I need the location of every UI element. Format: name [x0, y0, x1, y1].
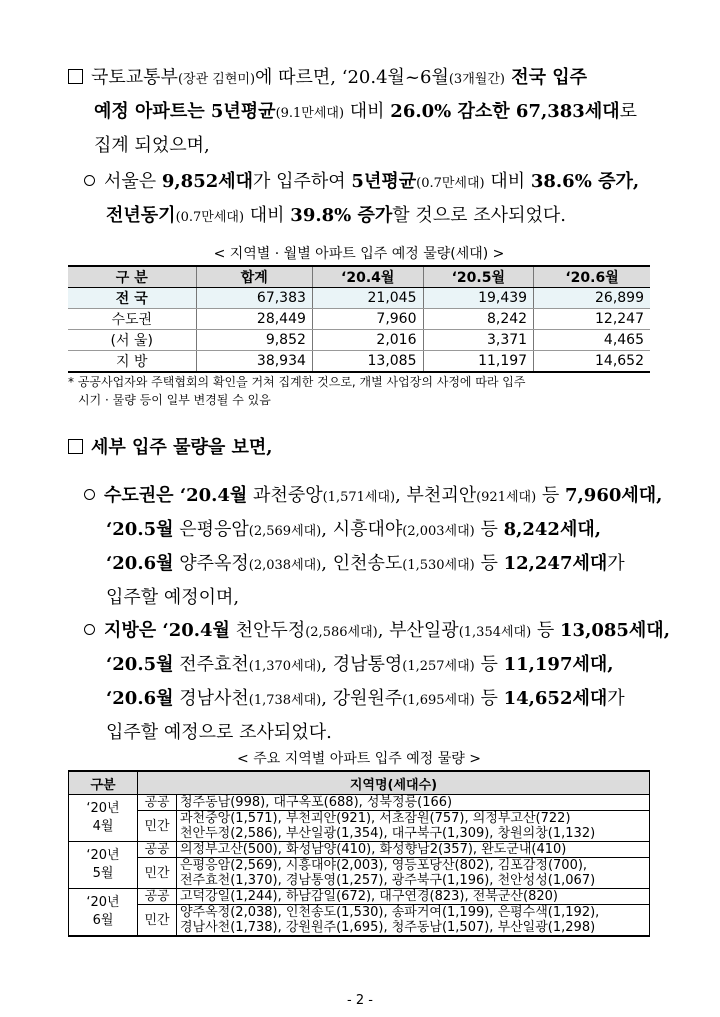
table-row	[69, 858, 650, 889]
cell: 9,852	[196, 330, 312, 351]
period-month: 5월	[92, 866, 114, 881]
period-year: ‘20년	[86, 801, 120, 816]
text: 지방은 ‘20.4월	[104, 620, 230, 641]
capital-line-1	[84, 480, 674, 514]
cell: 12,247	[534, 309, 650, 330]
text: ‘20.6월	[106, 553, 174, 574]
footnote-line: 시기 · 물량 등이 일부 변경될 수 있음	[78, 393, 271, 407]
text: , 부산일광	[377, 620, 459, 641]
text: (3개월간)	[448, 72, 505, 87]
regions-line: 양주옥정(2,038), 인천송도(1,530), 송파거여(1,199), 은평수색(1,192),	[180, 905, 600, 920]
text: 가 입주하여	[253, 171, 352, 192]
category-cell: 민간	[138, 905, 177, 937]
category-cell: 공공	[138, 889, 177, 905]
provinces-line-2	[84, 649, 674, 683]
table1-footnote	[68, 373, 668, 409]
text: 등	[474, 688, 504, 709]
checkbox-square-icon	[68, 69, 83, 84]
text: 천안두정	[229, 620, 306, 641]
text: 9,852세대	[161, 171, 254, 192]
table-row	[68, 309, 650, 330]
column-header: ‘20.5월	[423, 266, 534, 288]
text: 할 것으로 조사되었다.	[392, 205, 566, 226]
text: 등	[474, 553, 504, 574]
cell: 67,383	[196, 288, 312, 309]
table-row	[69, 811, 650, 842]
text: , 경남통영	[321, 654, 403, 675]
seoul-line-2	[84, 200, 674, 234]
text: 전년동기	[106, 205, 176, 226]
cell: 3,371	[423, 330, 534, 351]
paragraph-summary	[68, 62, 668, 162]
cell: 21,045	[312, 288, 423, 309]
provinces-line-3	[84, 683, 674, 717]
text: 13,085세대,	[560, 620, 670, 641]
text: (0.7만세대)	[416, 176, 485, 191]
regions-cell: 의정부고산(500), 화성남양(410), 화성향남2(357), 완도군내(410)	[177, 842, 650, 858]
text: (1,738세대)	[248, 693, 322, 708]
text: (1,370세대)	[248, 659, 322, 674]
summary-line-1	[68, 62, 668, 96]
text: 경남사천	[173, 688, 249, 709]
text: ‘20.5월	[106, 654, 174, 675]
text: 등	[474, 519, 504, 540]
summary-line-3	[68, 130, 668, 162]
text: (1,695세대)	[402, 693, 475, 708]
regions-line: 천안두정(2,586), 부산일광(1,354), 대구북구(1,309), 창원의창(1,132)	[180, 826, 596, 841]
provinces-line-4	[84, 717, 674, 749]
text: 가	[607, 553, 625, 574]
row-label: 지 방	[68, 351, 196, 373]
footnote-line: * 공공사업자와 주택협회의 확인을 거쳐 집계한 것으로, 개별 사업장의 사정에 따라 입주	[68, 375, 526, 389]
column-header: 구 분	[68, 266, 196, 288]
regions-cell	[177, 811, 650, 842]
text: ‘20.6월	[106, 688, 174, 709]
text: 서울은	[104, 171, 162, 192]
text: 대비	[344, 101, 391, 122]
table2-caption: < 주요 지역별 아파트 입주 예정 물량 >	[237, 751, 481, 767]
text: 11,197세대,	[503, 654, 614, 675]
cell: 11,197	[423, 351, 534, 373]
bullet-circle-icon	[84, 489, 95, 500]
cell: 2,016	[312, 330, 423, 351]
paragraph-detail-heading	[68, 432, 668, 464]
text: (1,571세대)	[322, 490, 396, 505]
regions-cell	[177, 905, 650, 937]
regions-cell	[177, 858, 650, 889]
text: 가	[607, 688, 625, 709]
cell: 26,899	[534, 288, 650, 309]
text: 입주할 예정으로 조사되었다.	[106, 722, 332, 743]
text: 등	[536, 485, 566, 506]
text: (921세대)	[476, 490, 537, 505]
text: 대비	[244, 205, 291, 226]
text: 예정 아파트는 5년평균	[94, 101, 276, 122]
row-label: 수도권	[68, 309, 196, 330]
regions-cell: 청주동남(998), 대구옥포(688), 성북정릉(166)	[177, 795, 650, 811]
text: (1,354세대)	[458, 625, 532, 640]
capital-line-3	[84, 548, 674, 582]
period-cell	[69, 889, 138, 937]
summary-line-2	[68, 96, 668, 130]
text: 양주옥정	[173, 553, 249, 574]
column-header: 합계	[196, 266, 312, 288]
table1-caption: < 지역별 · 월별 아파트 입주 예정 물량(세대) >	[213, 246, 505, 262]
paragraph-provinces	[84, 615, 674, 749]
text: (2,586세대)	[305, 625, 378, 640]
table-row	[69, 905, 650, 937]
text: 8,242세대,	[503, 519, 602, 540]
column-header: ‘20.6월	[534, 266, 650, 288]
page-number: - 2 -	[347, 993, 373, 1008]
category-cell: 민간	[138, 811, 177, 842]
text: 집계 되었으며,	[94, 135, 210, 156]
seoul-line-1	[84, 166, 674, 200]
cell: 14,652	[534, 351, 650, 373]
period-cell	[69, 795, 138, 842]
category-cell: 민간	[138, 858, 177, 889]
table-row	[69, 889, 650, 905]
regions-line: 전주효천(1,370), 경남통영(1,257), 광주북구(1,196), 천안성성(1,067)	[180, 873, 596, 888]
cell: 7,960	[312, 309, 423, 330]
table-row	[69, 842, 650, 858]
table-row	[69, 795, 650, 811]
category-cell: 공공	[138, 842, 177, 858]
bullet-circle-icon	[84, 175, 95, 186]
text: 전국 입주	[504, 67, 588, 88]
period-year: ‘20년	[86, 848, 120, 863]
cell: 8,242	[423, 309, 534, 330]
cell: 19,439	[423, 288, 534, 309]
capital-line-2	[84, 514, 674, 548]
row-label: 전 국	[68, 288, 196, 309]
text: 과천중앙	[247, 485, 323, 506]
cell: 13,085	[312, 351, 423, 373]
text: 38.6% 증가,	[530, 171, 640, 192]
text: , 부천괴안	[395, 485, 477, 506]
row-label: (서 울)	[68, 330, 196, 351]
cell: 28,449	[196, 309, 312, 330]
cell: 4,465	[534, 330, 650, 351]
regions-line: 경남사천(1,738), 강원원주(1,695), 청주동남(1,507), 부산일광(1,298)	[180, 920, 596, 935]
column-header: ‘20.4월	[312, 266, 423, 288]
period-cell	[69, 842, 138, 889]
text: , 인천송도	[321, 553, 403, 574]
regions-cell: 고덕강일(1,244), 하남감일(672), 대구연경(823), 전북군산(820)	[177, 889, 650, 905]
text: 26.0% 감소한 67,383세대	[390, 101, 620, 122]
text: 7,960세대,	[565, 485, 663, 506]
text: (2,038세대)	[248, 558, 322, 573]
table-row	[68, 330, 650, 351]
text: , 강원원주	[321, 688, 403, 709]
period-month: 4월	[92, 819, 114, 834]
regional-monthly-table	[68, 265, 650, 373]
text: (0.7만세대)	[175, 210, 245, 225]
paragraph-seoul	[84, 166, 674, 234]
text: 입주할 예정이며,	[106, 587, 240, 608]
capital-line-4	[84, 582, 674, 614]
text: 에 따르면, ‘20.4월~6월	[255, 67, 449, 88]
bullet-circle-icon	[84, 624, 95, 635]
text: 39.8% 증가	[290, 205, 393, 226]
table-header-row	[69, 771, 650, 795]
text: 국토교통부	[91, 67, 178, 88]
text: 등	[531, 620, 561, 641]
text: 5년평균	[351, 171, 417, 192]
text: (9.1만세대)	[275, 106, 345, 121]
text: 12,247세대	[503, 553, 608, 574]
text: 14,652세대	[503, 688, 608, 709]
table-header-row	[68, 266, 650, 288]
text: 전주효천	[173, 654, 249, 675]
text: 은평응암	[173, 519, 249, 540]
text: ‘20.5월	[106, 519, 174, 540]
text: (2,003세대)	[402, 524, 475, 539]
column-header: 지역명(세대수)	[138, 771, 650, 795]
text: (1,530세대)	[402, 558, 475, 573]
text: , 시흥대야	[321, 519, 403, 540]
column-header: 구분	[69, 771, 138, 795]
table-row	[68, 351, 650, 373]
text: 로	[619, 101, 637, 122]
text: 등	[474, 654, 504, 675]
regions-line: 은평응암(2,569), 시흥대야(2,003), 영등포당산(802), 김포감정(700),	[180, 858, 588, 873]
major-regions-table	[68, 770, 650, 937]
text: 수도권은 ‘20.4월	[104, 485, 248, 506]
text: 대비	[484, 171, 531, 192]
text: (장관 김현미)	[177, 72, 256, 87]
category-cell: 공공	[138, 795, 177, 811]
text: (2,569세대)	[248, 524, 322, 539]
checkbox-square-icon	[68, 439, 83, 454]
provinces-line-1	[84, 615, 674, 649]
regions-line: 과천중앙(1,571), 부천괴안(921), 서초잠원(757), 의정부고산(722)	[180, 811, 571, 826]
text: (1,257세대)	[402, 659, 475, 674]
table-row	[68, 288, 650, 309]
text: 세부 입주 물량을 보면,	[91, 437, 273, 458]
period-month: 6월	[92, 913, 114, 928]
period-year: ‘20년	[86, 895, 120, 910]
cell: 38,934	[196, 351, 312, 373]
paragraph-capital-region	[84, 480, 674, 614]
